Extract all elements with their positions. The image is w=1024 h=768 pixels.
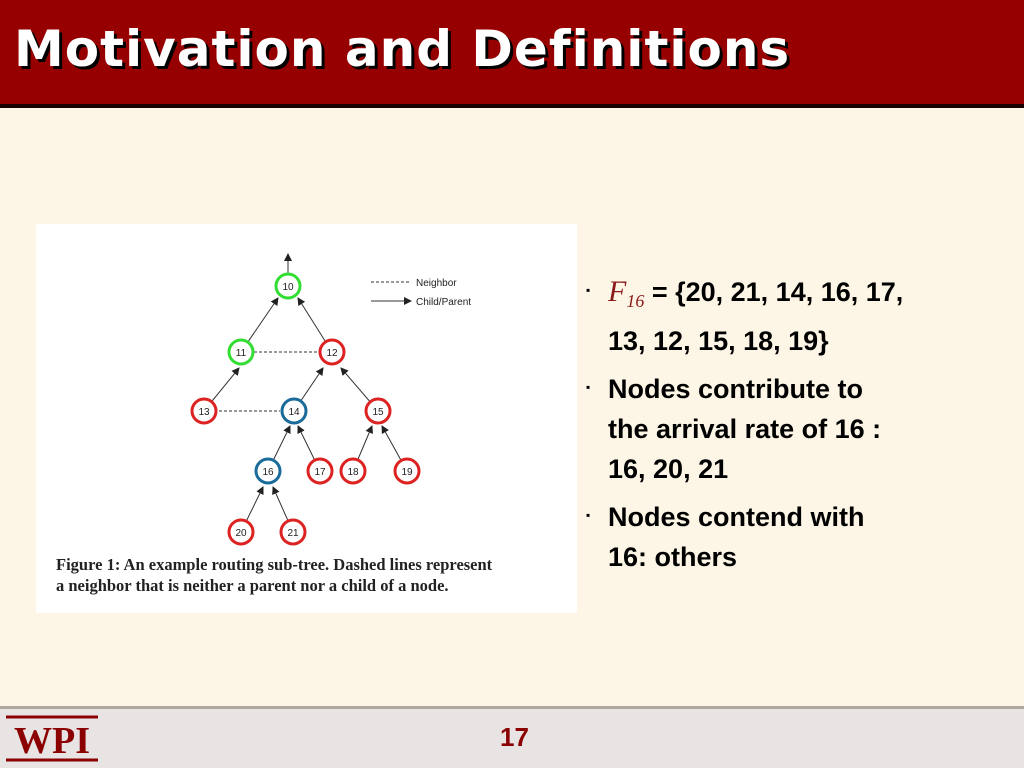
title-bar: [0, 0, 1024, 108]
node-label-12: 12: [326, 348, 338, 359]
node-label-19: 19: [401, 467, 413, 478]
figure-caption: [56, 554, 566, 596]
bullet-text-2: Nodes contribute to the arrival rate of 16 : 16, 20, 21: [608, 374, 882, 484]
bullet-text-1: = {20, 21, 14, 16, 17, 13, 12, 15, 18, 19}: [608, 277, 904, 356]
node-label-21: 21: [287, 528, 299, 539]
node-label-14: 14: [288, 407, 300, 418]
bullet-marker: ▪: [586, 283, 591, 297]
tree-edges: [204, 254, 407, 532]
bullet-item-contend: [586, 497, 906, 577]
bullet-marker: ▪: [586, 508, 591, 522]
routing-tree-figure: [36, 224, 577, 613]
node-label-16: 16: [262, 467, 274, 478]
f-subscript: 16: [626, 291, 645, 311]
bullet-item-contribute: [586, 369, 906, 489]
node-label-17: 17: [314, 467, 326, 478]
node-label-11: 11: [235, 348, 247, 359]
f-symbol: F: [608, 275, 627, 308]
slide-title: Motivation and Definitions: [14, 20, 791, 78]
bullet-text-3: Nodes contend with 16: others: [608, 502, 865, 572]
node-label-13: 13: [198, 407, 210, 418]
bullet-marker: ▪: [586, 380, 591, 394]
legend: [371, 278, 471, 308]
legend-neighbor-label: Neighbor: [416, 278, 457, 289]
node-label-10: 10: [282, 282, 294, 293]
caption-line-2: a neighbor that is neither a parent nor a child of a node.: [56, 576, 449, 595]
bullet-list: [586, 272, 906, 585]
bullet-item-definition: [586, 272, 906, 361]
node-label-15: 15: [372, 407, 384, 418]
legend-child-parent-label: Child/Parent: [416, 297, 472, 308]
caption-line-1: Figure 1: An example routing sub-tree. Dashed lines represent: [56, 555, 493, 574]
node-label-18: 18: [347, 467, 359, 478]
tree-nodes: [192, 274, 419, 544]
wpi-logo: [4, 714, 100, 764]
logo-text: WPI: [14, 720, 90, 762]
node-label-20: 20: [235, 528, 247, 539]
page-number: 17: [500, 722, 529, 752]
